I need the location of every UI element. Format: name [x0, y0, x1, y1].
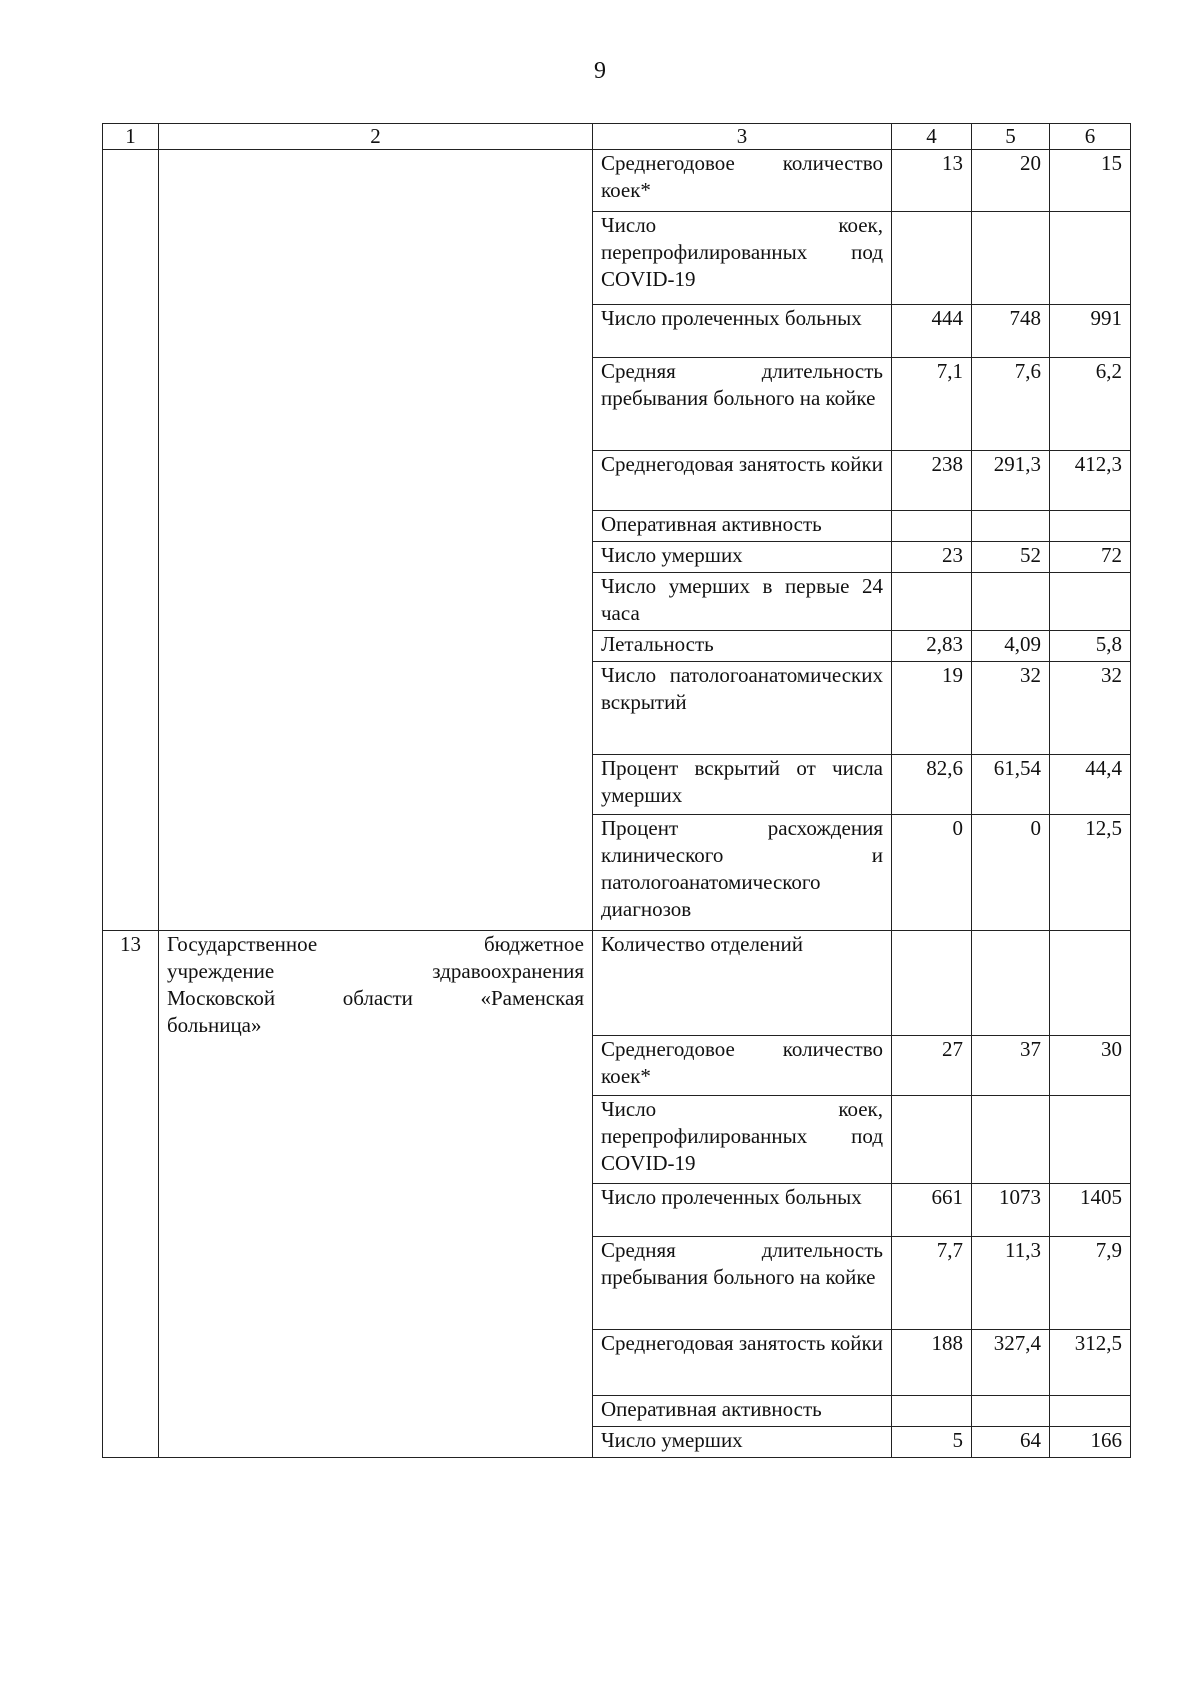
indicator-label: Среднегодовое количество коек* — [593, 150, 892, 212]
institution-line: Государственное бюджетное — [167, 932, 584, 956]
value-cell: 20 — [972, 150, 1050, 212]
value-cell: 32 — [1050, 662, 1131, 755]
value-cell: 11,3 — [972, 1237, 1050, 1330]
value-cell: 412,3 — [1050, 451, 1131, 511]
value-cell — [1050, 931, 1131, 1036]
institution-line: больница» — [167, 1013, 262, 1037]
value-cell: 82,6 — [892, 755, 972, 815]
value-cell: 27 — [892, 1036, 972, 1096]
value-cell: 61,54 — [972, 755, 1050, 815]
page-number: 9 — [594, 58, 606, 84]
value-cell: 7,7 — [892, 1237, 972, 1330]
column-header: 6 — [1050, 124, 1131, 150]
value-cell: 188 — [892, 1330, 972, 1396]
indicator-label: Число патологоанатомических вскрытий — [593, 662, 892, 755]
row-number-cell — [103, 150, 159, 931]
value-cell: 444 — [892, 305, 972, 358]
indicator-label: Летальность — [593, 631, 892, 662]
indicator-label: Число коек, перепрофилированных под COVID-19 — [593, 1096, 892, 1184]
value-cell: 5 — [892, 1427, 972, 1458]
table-body — [103, 124, 1131, 1458]
value-cell — [892, 212, 972, 305]
institution-cell — [159, 150, 593, 931]
indicator-label: Средняя длительность пребывания больного на койке — [593, 1237, 892, 1330]
indicator-label: Число пролеченных больных — [593, 305, 892, 358]
indicator-label: Процент расхождения клинического и патологоанатомического диагнозов — [593, 815, 892, 931]
indicator-label: Оперативная активность — [593, 1396, 892, 1427]
value-cell: 6,2 — [1050, 358, 1131, 451]
table-row — [103, 150, 1131, 212]
value-cell — [1050, 511, 1131, 542]
value-cell: 1405 — [1050, 1184, 1131, 1237]
value-cell — [1050, 573, 1131, 631]
column-header: 5 — [972, 124, 1050, 150]
value-cell: 13 — [892, 150, 972, 212]
value-cell — [1050, 1396, 1131, 1427]
value-cell: 0 — [972, 815, 1050, 931]
indicator-label: Количество отделений — [593, 931, 892, 1036]
value-cell: 37 — [972, 1036, 1050, 1096]
value-cell: 7,1 — [892, 358, 972, 451]
column-header: 4 — [892, 124, 972, 150]
indicator-label: Среднегодовая занятость койки — [593, 451, 892, 511]
indicator-label: Среднегодовое количество коек* — [593, 1036, 892, 1096]
value-cell — [892, 573, 972, 631]
value-cell: 30 — [1050, 1036, 1131, 1096]
value-cell: 72 — [1050, 542, 1131, 573]
value-cell: 1073 — [972, 1184, 1050, 1237]
value-cell: 7,6 — [972, 358, 1050, 451]
value-cell: 238 — [892, 451, 972, 511]
value-cell: 327,4 — [972, 1330, 1050, 1396]
institution-cell — [159, 931, 593, 1458]
value-cell — [972, 511, 1050, 542]
indicator-label: Процент вскрытий от числа умерших — [593, 755, 892, 815]
value-cell: 4,09 — [972, 631, 1050, 662]
value-cell — [892, 1096, 972, 1184]
value-cell — [972, 1396, 1050, 1427]
value-cell: 44,4 — [1050, 755, 1131, 815]
value-cell: 23 — [892, 542, 972, 573]
value-cell: 15 — [1050, 150, 1131, 212]
statistics-table — [102, 123, 1131, 1458]
indicator-label: Число умерших — [593, 1427, 892, 1458]
value-cell — [892, 511, 972, 542]
value-cell: 12,5 — [1050, 815, 1131, 931]
column-header: 1 — [103, 124, 159, 150]
value-cell — [972, 931, 1050, 1036]
value-cell — [1050, 1096, 1131, 1184]
indicator-label: Средняя длительность пребывания больного на койке — [593, 358, 892, 451]
institution-line: учреждение здравоохранения — [167, 959, 584, 983]
indicator-label: Число пролеченных больных — [593, 1184, 892, 1237]
value-cell: 991 — [1050, 305, 1131, 358]
value-cell: 64 — [972, 1427, 1050, 1458]
value-cell: 32 — [972, 662, 1050, 755]
value-cell — [892, 1396, 972, 1427]
value-cell: 312,5 — [1050, 1330, 1131, 1396]
value-cell: 7,9 — [1050, 1237, 1131, 1330]
value-cell: 52 — [972, 542, 1050, 573]
indicator-label: Число коек, перепрофилированных под COVID-19 — [593, 212, 892, 305]
value-cell: 166 — [1050, 1427, 1131, 1458]
value-cell: 748 — [972, 305, 1050, 358]
indicator-label: Число умерших — [593, 542, 892, 573]
row-number-cell: 13 — [103, 931, 159, 1458]
indicator-label: Число умерших в первые 24 часа — [593, 573, 892, 631]
institution-line: Московской области «Раменская — [167, 986, 584, 1010]
indicator-label: Среднегодовая занятость койки — [593, 1330, 892, 1396]
value-cell — [972, 573, 1050, 631]
value-cell: 19 — [892, 662, 972, 755]
value-cell: 5,8 — [1050, 631, 1131, 662]
value-cell — [972, 1096, 1050, 1184]
column-header: 3 — [593, 124, 892, 150]
column-header: 2 — [159, 124, 593, 150]
value-cell — [972, 212, 1050, 305]
value-cell: 0 — [892, 815, 972, 931]
value-cell — [892, 931, 972, 1036]
value-cell: 291,3 — [972, 451, 1050, 511]
table-row — [103, 931, 1131, 1036]
value-cell: 2,83 — [892, 631, 972, 662]
indicator-label: Оперативная активность — [593, 511, 892, 542]
value-cell: 661 — [892, 1184, 972, 1237]
value-cell — [1050, 212, 1131, 305]
header-row — [103, 124, 1131, 150]
